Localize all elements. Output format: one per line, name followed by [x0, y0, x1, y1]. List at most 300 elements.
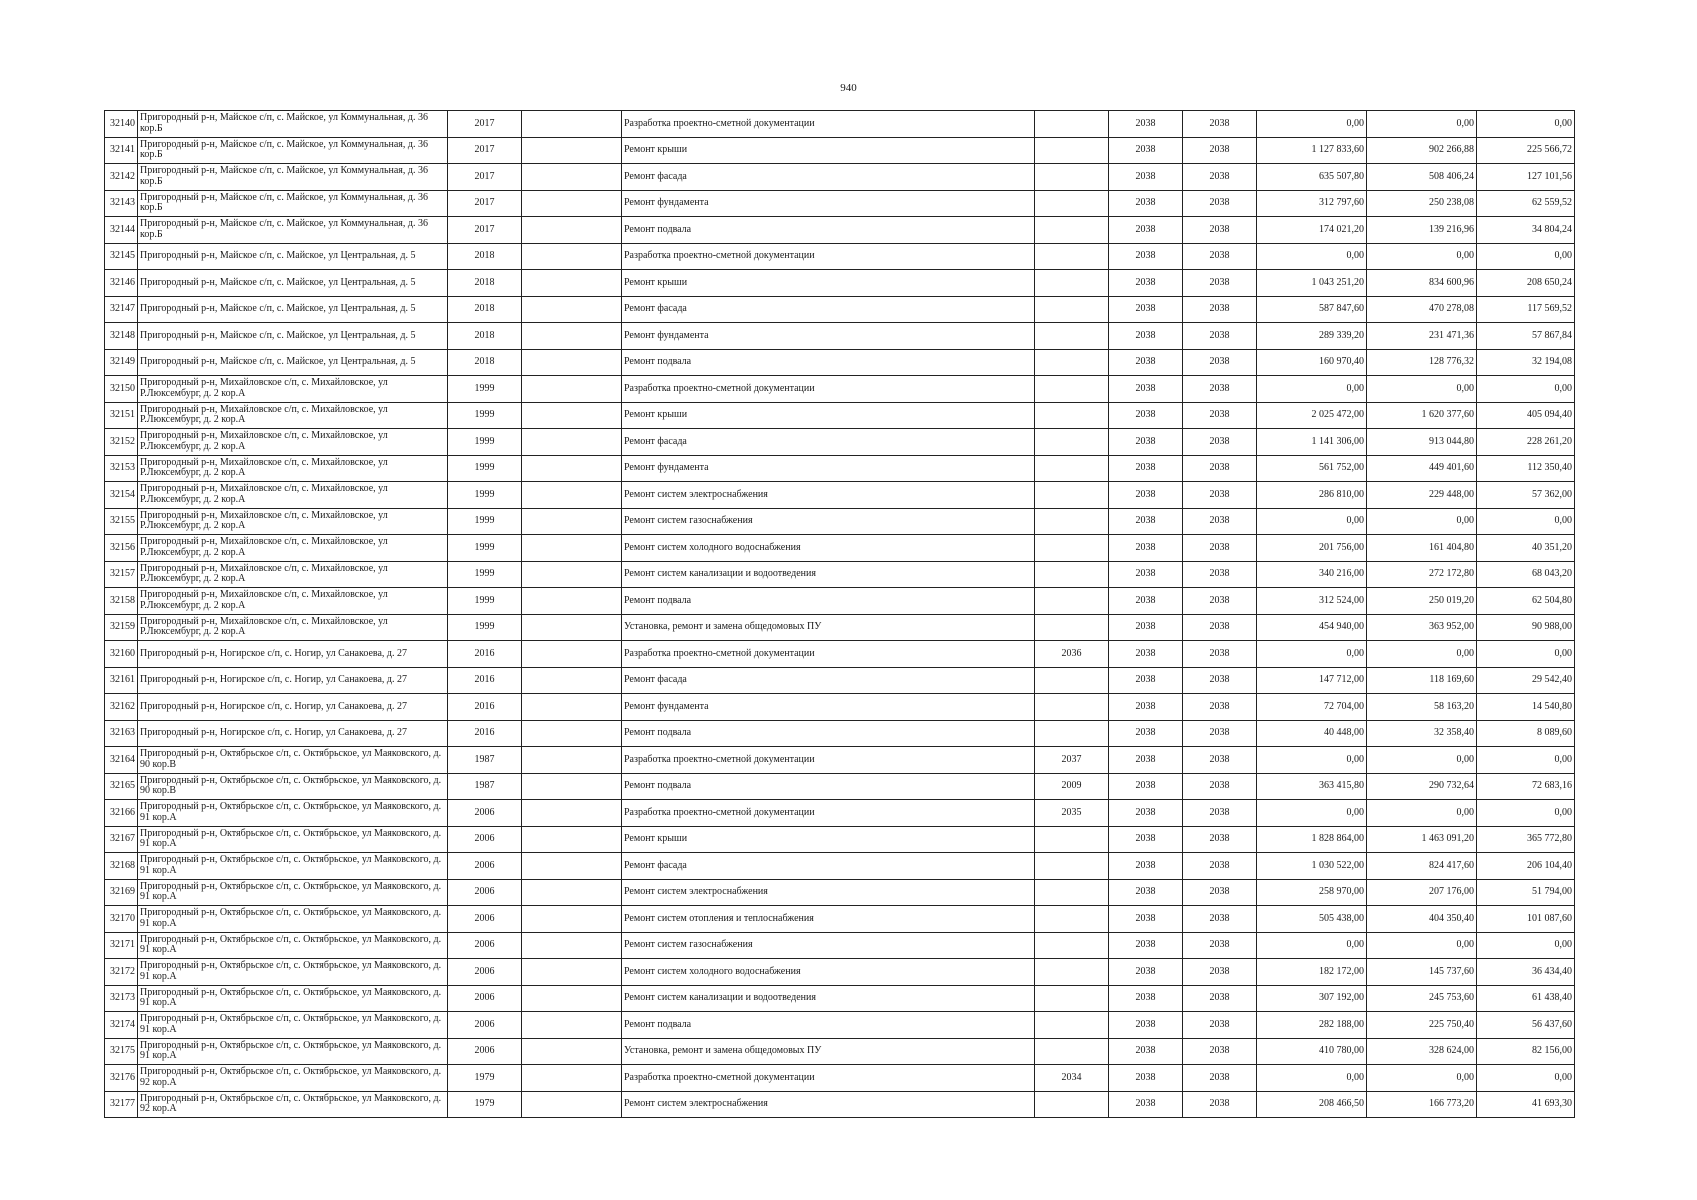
build-year-cell: 2006: [448, 906, 522, 933]
previous-repair-year-cell: [1035, 455, 1109, 482]
address-cell: Пригородный р-н, Октябрьское с/п, с. Октябрьское, ул Маяковского, д. 91 кор.А: [138, 879, 448, 906]
row-number: 32149: [105, 349, 138, 376]
plan-year-start-cell: 2038: [1109, 959, 1183, 986]
previous-repair-year-cell: [1035, 508, 1109, 535]
table-row: [105, 296, 1575, 323]
address-cell: Пригородный р-н, Октябрьское с/п, с. Октябрьское, ул Маяковского, д. 91 кор.А: [138, 932, 448, 959]
previous-repair-year-cell: [1035, 164, 1109, 191]
plan-year-end-cell: 2038: [1183, 376, 1257, 403]
plan-year-start-cell: 2038: [1109, 270, 1183, 297]
table-row: [105, 747, 1575, 774]
table-row: [105, 853, 1575, 880]
table-row: [105, 349, 1575, 376]
plan-year-end-cell: 2038: [1183, 853, 1257, 880]
empty-cell: [522, 455, 622, 482]
plan-year-end-cell: 2038: [1183, 879, 1257, 906]
plan-year-start-cell: 2038: [1109, 641, 1183, 668]
plan-year-start-cell: 2038: [1109, 508, 1183, 535]
build-year-cell: 2016: [448, 641, 522, 668]
empty-cell: [522, 508, 622, 535]
previous-repair-year-cell: 2035: [1035, 800, 1109, 827]
plan-year-start-cell: 2038: [1109, 455, 1183, 482]
build-year-cell: 1987: [448, 773, 522, 800]
build-year-cell: 2006: [448, 800, 522, 827]
owner-cost-cell: 405 094,40: [1477, 402, 1575, 429]
row-number: 32177: [105, 1091, 138, 1118]
plan-year-end-cell: 2038: [1183, 588, 1257, 615]
total-cost-cell: 1 141 306,00: [1257, 429, 1367, 456]
table-row: [105, 800, 1575, 827]
row-number: 32143: [105, 190, 138, 217]
empty-cell: [522, 1012, 622, 1039]
build-year-cell: 2018: [448, 349, 522, 376]
work-type-cell: Ремонт фундамента: [622, 694, 1035, 721]
previous-repair-year-cell: [1035, 270, 1109, 297]
row-number: 32166: [105, 800, 138, 827]
previous-repair-year-cell: [1035, 482, 1109, 509]
empty-cell: [522, 1038, 622, 1065]
plan-year-end-cell: 2038: [1183, 137, 1257, 164]
table-row: [105, 217, 1575, 244]
build-year-cell: 2018: [448, 296, 522, 323]
total-cost-cell: 286 810,00: [1257, 482, 1367, 509]
plan-year-end-cell: 2038: [1183, 1012, 1257, 1039]
total-cost-cell: 0,00: [1257, 747, 1367, 774]
row-number: 32170: [105, 906, 138, 933]
table-row: [105, 694, 1575, 721]
address-cell: Пригородный р-н, Михайловское с/п, с. Михайловское, ул Р.Люксембург, д. 2 кор.А: [138, 429, 448, 456]
total-cost-cell: 2 025 472,00: [1257, 402, 1367, 429]
empty-cell: [522, 747, 622, 774]
row-number: 32144: [105, 217, 138, 244]
plan-year-end-cell: 2038: [1183, 694, 1257, 721]
plan-year-start-cell: 2038: [1109, 402, 1183, 429]
work-type-cell: Ремонт подвала: [622, 1012, 1035, 1039]
fund-cost-cell: 250 238,08: [1367, 190, 1477, 217]
work-type-cell: Ремонт подвала: [622, 773, 1035, 800]
fund-cost-cell: 449 401,60: [1367, 455, 1477, 482]
build-year-cell: 2016: [448, 667, 522, 694]
owner-cost-cell: 57 362,00: [1477, 482, 1575, 509]
fund-cost-cell: 250 019,20: [1367, 588, 1477, 615]
previous-repair-year-cell: [1035, 853, 1109, 880]
empty-cell: [522, 959, 622, 986]
table-row: [105, 985, 1575, 1012]
table-row: [105, 879, 1575, 906]
work-type-cell: Ремонт систем электроснабжения: [622, 1091, 1035, 1118]
empty-cell: [522, 641, 622, 668]
plan-year-start-cell: 2038: [1109, 561, 1183, 588]
row-number: 32151: [105, 402, 138, 429]
total-cost-cell: 0,00: [1257, 800, 1367, 827]
work-type-cell: Ремонт систем отопления и теплоснабжения: [622, 906, 1035, 933]
address-cell: Пригородный р-н, Майское с/п, с. Майское, ул Коммунальная, д. 36 кор.Б: [138, 164, 448, 191]
build-year-cell: 1987: [448, 747, 522, 774]
work-type-cell: Ремонт систем электроснабжения: [622, 482, 1035, 509]
plan-year-end-cell: 2038: [1183, 402, 1257, 429]
plan-year-start-cell: 2038: [1109, 747, 1183, 774]
previous-repair-year-cell: [1035, 349, 1109, 376]
previous-repair-year-cell: [1035, 111, 1109, 138]
fund-cost-cell: 508 406,24: [1367, 164, 1477, 191]
owner-cost-cell: 32 194,08: [1477, 349, 1575, 376]
previous-repair-year-cell: [1035, 694, 1109, 721]
table-row: [105, 323, 1575, 350]
empty-cell: [522, 217, 622, 244]
build-year-cell: 2018: [448, 270, 522, 297]
previous-repair-year-cell: [1035, 879, 1109, 906]
work-type-cell: Разработка проектно-сметной документации: [622, 641, 1035, 668]
table-row: [105, 720, 1575, 747]
build-year-cell: 2006: [448, 1038, 522, 1065]
fund-cost-cell: 32 358,40: [1367, 720, 1477, 747]
owner-cost-cell: 41 693,30: [1477, 1091, 1575, 1118]
row-number: 32155: [105, 508, 138, 535]
row-number: 32152: [105, 429, 138, 456]
fund-cost-cell: 245 753,60: [1367, 985, 1477, 1012]
row-number: 32148: [105, 323, 138, 350]
total-cost-cell: 340 216,00: [1257, 561, 1367, 588]
address-cell: Пригородный р-н, Октябрьское с/п, с. Октябрьское, ул Маяковского, д. 91 кор.А: [138, 959, 448, 986]
build-year-cell: 2006: [448, 959, 522, 986]
total-cost-cell: 72 704,00: [1257, 694, 1367, 721]
table-row: [105, 667, 1575, 694]
address-cell: Пригородный р-н, Михайловское с/п, с. Михайловское, ул Р.Люксембург, д. 2 кор.А: [138, 614, 448, 641]
table-row: [105, 429, 1575, 456]
table-row: [105, 482, 1575, 509]
previous-repair-year-cell: [1035, 906, 1109, 933]
empty-cell: [522, 985, 622, 1012]
row-number: 32174: [105, 1012, 138, 1039]
plan-year-end-cell: 2038: [1183, 535, 1257, 562]
total-cost-cell: 282 188,00: [1257, 1012, 1367, 1039]
total-cost-cell: 1 127 833,60: [1257, 137, 1367, 164]
row-number: 32173: [105, 985, 138, 1012]
plan-year-start-cell: 2038: [1109, 694, 1183, 721]
previous-repair-year-cell: [1035, 959, 1109, 986]
previous-repair-year-cell: [1035, 720, 1109, 747]
plan-year-start-cell: 2038: [1109, 190, 1183, 217]
build-year-cell: 1999: [448, 402, 522, 429]
total-cost-cell: 0,00: [1257, 641, 1367, 668]
empty-cell: [522, 773, 622, 800]
row-number: 32147: [105, 296, 138, 323]
plan-year-start-cell: 2038: [1109, 376, 1183, 403]
plan-year-end-cell: 2038: [1183, 561, 1257, 588]
work-type-cell: Разработка проектно-сметной документации: [622, 243, 1035, 270]
plan-year-end-cell: 2038: [1183, 614, 1257, 641]
plan-year-end-cell: 2038: [1183, 906, 1257, 933]
owner-cost-cell: 225 566,72: [1477, 137, 1575, 164]
owner-cost-cell: 101 087,60: [1477, 906, 1575, 933]
owner-cost-cell: 8 089,60: [1477, 720, 1575, 747]
empty-cell: [522, 614, 622, 641]
total-cost-cell: 307 192,00: [1257, 985, 1367, 1012]
owner-cost-cell: 62 504,80: [1477, 588, 1575, 615]
work-type-cell: Ремонт фундамента: [622, 190, 1035, 217]
row-number: 32150: [105, 376, 138, 403]
total-cost-cell: 505 438,00: [1257, 906, 1367, 933]
empty-cell: [522, 429, 622, 456]
previous-repair-year-cell: [1035, 932, 1109, 959]
work-type-cell: Ремонт систем канализации и водоотведения: [622, 985, 1035, 1012]
owner-cost-cell: 68 043,20: [1477, 561, 1575, 588]
plan-year-start-cell: 2038: [1109, 1065, 1183, 1092]
build-year-cell: 1999: [448, 429, 522, 456]
build-year-cell: 2018: [448, 243, 522, 270]
owner-cost-cell: 0,00: [1477, 376, 1575, 403]
plan-year-start-cell: 2038: [1109, 667, 1183, 694]
fund-cost-cell: 231 471,36: [1367, 323, 1477, 350]
previous-repair-year-cell: [1035, 1012, 1109, 1039]
empty-cell: [522, 853, 622, 880]
empty-cell: [522, 137, 622, 164]
plan-year-end-cell: 2038: [1183, 985, 1257, 1012]
table-row: [105, 508, 1575, 535]
fund-cost-cell: 902 266,88: [1367, 137, 1477, 164]
plan-year-end-cell: 2038: [1183, 164, 1257, 191]
previous-repair-year-cell: [1035, 667, 1109, 694]
previous-repair-year-cell: [1035, 1091, 1109, 1118]
plan-year-start-cell: 2038: [1109, 349, 1183, 376]
plan-year-start-cell: 2038: [1109, 137, 1183, 164]
plan-year-start-cell: 2038: [1109, 1038, 1183, 1065]
plan-year-end-cell: 2038: [1183, 323, 1257, 350]
work-type-cell: Ремонт систем холодного водоснабжения: [622, 959, 1035, 986]
fund-cost-cell: 225 750,40: [1367, 1012, 1477, 1039]
table-row: [105, 243, 1575, 270]
total-cost-cell: 561 752,00: [1257, 455, 1367, 482]
fund-cost-cell: 0,00: [1367, 1065, 1477, 1092]
plan-year-end-cell: 2038: [1183, 1038, 1257, 1065]
row-number: 32171: [105, 932, 138, 959]
owner-cost-cell: 0,00: [1477, 800, 1575, 827]
address-cell: Пригородный р-н, Октябрьское с/п, с. Октябрьское, ул Маяковского, д. 92 кор.А: [138, 1091, 448, 1118]
total-cost-cell: 1 043 251,20: [1257, 270, 1367, 297]
plan-year-end-cell: 2038: [1183, 190, 1257, 217]
address-cell: Пригородный р-н, Михайловское с/п, с. Михайловское, ул Р.Люксембург, д. 2 кор.А: [138, 535, 448, 562]
previous-repair-year-cell: 2037: [1035, 747, 1109, 774]
fund-cost-cell: 0,00: [1367, 508, 1477, 535]
owner-cost-cell: 0,00: [1477, 747, 1575, 774]
address-cell: Пригородный р-н, Октябрьское с/п, с. Октябрьское, ул Маяковского, д. 91 кор.А: [138, 1012, 448, 1039]
work-type-cell: Разработка проектно-сметной документации: [622, 1065, 1035, 1092]
total-cost-cell: 0,00: [1257, 1065, 1367, 1092]
previous-repair-year-cell: [1035, 1038, 1109, 1065]
address-cell: Пригородный р-н, Ногирское с/п, с. Ногир, ул Санакоева, д. 27: [138, 641, 448, 668]
work-type-cell: Ремонт систем газоснабжения: [622, 508, 1035, 535]
table-row: [105, 561, 1575, 588]
previous-repair-year-cell: [1035, 402, 1109, 429]
empty-cell: [522, 535, 622, 562]
plan-year-start-cell: 2038: [1109, 720, 1183, 747]
previous-repair-year-cell: [1035, 323, 1109, 350]
empty-cell: [522, 800, 622, 827]
fund-cost-cell: 824 417,60: [1367, 853, 1477, 880]
address-cell: Пригородный р-н, Михайловское с/п, с. Михайловское, ул Р.Люксембург, д. 2 кор.А: [138, 588, 448, 615]
row-number: 32158: [105, 588, 138, 615]
plan-year-end-cell: 2038: [1183, 641, 1257, 668]
plan-year-end-cell: 2038: [1183, 1091, 1257, 1118]
work-type-cell: Установка, ремонт и замена общедомовых ПУ: [622, 614, 1035, 641]
fund-cost-cell: 1 463 091,20: [1367, 826, 1477, 853]
empty-cell: [522, 561, 622, 588]
owner-cost-cell: 36 434,40: [1477, 959, 1575, 986]
owner-cost-cell: 34 804,24: [1477, 217, 1575, 244]
plan-year-start-cell: 2038: [1109, 482, 1183, 509]
total-cost-cell: 208 466,50: [1257, 1091, 1367, 1118]
address-cell: Пригородный р-н, Ногирское с/п, с. Ногир, ул Санакоева, д. 27: [138, 694, 448, 721]
empty-cell: [522, 111, 622, 138]
work-type-cell: Ремонт крыши: [622, 402, 1035, 429]
total-cost-cell: 1 828 864,00: [1257, 826, 1367, 853]
row-number: 32142: [105, 164, 138, 191]
work-type-cell: Разработка проектно-сметной документации: [622, 376, 1035, 403]
empty-cell: [522, 826, 622, 853]
previous-repair-year-cell: [1035, 561, 1109, 588]
build-year-cell: 2006: [448, 826, 522, 853]
work-type-cell: Ремонт фасада: [622, 853, 1035, 880]
address-cell: Пригородный р-н, Майское с/п, с. Майское, ул Центральная, д. 5: [138, 349, 448, 376]
fund-cost-cell: 290 732,64: [1367, 773, 1477, 800]
address-cell: Пригородный р-н, Октябрьское с/п, с. Октябрьское, ул Маяковского, д. 91 кор.А: [138, 906, 448, 933]
row-number: 32157: [105, 561, 138, 588]
address-cell: Пригородный р-н, Михайловское с/п, с. Михайловское, ул Р.Люксембург, д. 2 кор.А: [138, 402, 448, 429]
empty-cell: [522, 694, 622, 721]
plan-year-start-cell: 2038: [1109, 879, 1183, 906]
build-year-cell: 2017: [448, 217, 522, 244]
fund-cost-cell: 404 350,40: [1367, 906, 1477, 933]
owner-cost-cell: 57 867,84: [1477, 323, 1575, 350]
empty-cell: [522, 588, 622, 615]
owner-cost-cell: 228 261,20: [1477, 429, 1575, 456]
address-cell: Пригородный р-н, Михайловское с/п, с. Михайловское, ул Р.Люксембург, д. 2 кор.А: [138, 376, 448, 403]
fund-cost-cell: 166 773,20: [1367, 1091, 1477, 1118]
total-cost-cell: 587 847,60: [1257, 296, 1367, 323]
total-cost-cell: 312 524,00: [1257, 588, 1367, 615]
build-year-cell: 1999: [448, 535, 522, 562]
empty-cell: [522, 932, 622, 959]
address-cell: Пригородный р-н, Октябрьское с/п, с. Октябрьское, ул Маяковского, д. 91 кор.А: [138, 826, 448, 853]
total-cost-cell: 0,00: [1257, 243, 1367, 270]
build-year-cell: 2006: [448, 879, 522, 906]
empty-cell: [522, 243, 622, 270]
fund-cost-cell: 0,00: [1367, 111, 1477, 138]
address-cell: Пригородный р-н, Михайловское с/п, с. Михайловское, ул Р.Люксембург, д. 2 кор.А: [138, 455, 448, 482]
address-cell: Пригородный р-н, Ногирское с/п, с. Ногир, ул Санакоева, д. 27: [138, 720, 448, 747]
address-cell: Пригородный р-н, Октябрьское с/п, с. Октябрьское, ул Маяковского, д. 91 кор.А: [138, 853, 448, 880]
work-type-cell: Ремонт крыши: [622, 270, 1035, 297]
total-cost-cell: 363 415,80: [1257, 773, 1367, 800]
previous-repair-year-cell: [1035, 429, 1109, 456]
plan-year-end-cell: 2038: [1183, 349, 1257, 376]
address-cell: Пригородный р-н, Михайловское с/п, с. Михайловское, ул Р.Люксембург, д. 2 кор.А: [138, 508, 448, 535]
plan-year-start-cell: 2038: [1109, 535, 1183, 562]
previous-repair-year-cell: [1035, 985, 1109, 1012]
work-type-cell: Разработка проектно-сметной документации: [622, 747, 1035, 774]
build-year-cell: 1999: [448, 561, 522, 588]
owner-cost-cell: 72 683,16: [1477, 773, 1575, 800]
owner-cost-cell: 127 101,56: [1477, 164, 1575, 191]
empty-cell: [522, 270, 622, 297]
table-row: [105, 535, 1575, 562]
build-year-cell: 2006: [448, 932, 522, 959]
fund-cost-cell: 1 620 377,60: [1367, 402, 1477, 429]
address-cell: Пригородный р-н, Майское с/п, с. Майское, ул Коммунальная, д. 36 кор.Б: [138, 217, 448, 244]
address-cell: Пригородный р-н, Октябрьское с/п, с. Октябрьское, ул Маяковского, д. 92 кор.А: [138, 1065, 448, 1092]
empty-cell: [522, 164, 622, 191]
plan-year-start-cell: 2038: [1109, 826, 1183, 853]
work-type-cell: Ремонт систем канализации и водоотведения: [622, 561, 1035, 588]
owner-cost-cell: 14 540,80: [1477, 694, 1575, 721]
plan-year-end-cell: 2038: [1183, 270, 1257, 297]
plan-year-start-cell: 2038: [1109, 296, 1183, 323]
row-number: 32168: [105, 853, 138, 880]
plan-year-start-cell: 2038: [1109, 932, 1183, 959]
work-type-cell: Ремонт крыши: [622, 826, 1035, 853]
plan-year-end-cell: 2038: [1183, 217, 1257, 244]
table-row: [105, 1038, 1575, 1065]
empty-cell: [522, 296, 622, 323]
table-row: [105, 773, 1575, 800]
build-year-cell: 2017: [448, 164, 522, 191]
empty-cell: [522, 879, 622, 906]
previous-repair-year-cell: [1035, 826, 1109, 853]
table-row: [105, 455, 1575, 482]
empty-cell: [522, 667, 622, 694]
table-row: [105, 1065, 1575, 1092]
owner-cost-cell: 112 350,40: [1477, 455, 1575, 482]
plan-year-start-cell: 2038: [1109, 800, 1183, 827]
fund-cost-cell: 834 600,96: [1367, 270, 1477, 297]
address-cell: Пригородный р-н, Майское с/п, с. Майское, ул Центральная, д. 5: [138, 243, 448, 270]
plan-year-start-cell: 2038: [1109, 906, 1183, 933]
previous-repair-year-cell: [1035, 296, 1109, 323]
table-row: [105, 402, 1575, 429]
owner-cost-cell: 0,00: [1477, 1065, 1575, 1092]
plan-year-end-cell: 2038: [1183, 508, 1257, 535]
fund-cost-cell: 58 163,20: [1367, 694, 1477, 721]
owner-cost-cell: 0,00: [1477, 508, 1575, 535]
previous-repair-year-cell: 2009: [1035, 773, 1109, 800]
owner-cost-cell: 0,00: [1477, 641, 1575, 668]
plan-year-end-cell: 2038: [1183, 296, 1257, 323]
row-number: 32141: [105, 137, 138, 164]
address-cell: Пригородный р-н, Майское с/п, с. Майское, ул Коммунальная, д. 36 кор.Б: [138, 137, 448, 164]
build-year-cell: 1999: [448, 376, 522, 403]
build-year-cell: 1999: [448, 455, 522, 482]
work-type-cell: Установка, ремонт и замена общедомовых ПУ: [622, 1038, 1035, 1065]
empty-cell: [522, 402, 622, 429]
build-year-cell: 1999: [448, 588, 522, 615]
build-year-cell: 1979: [448, 1091, 522, 1118]
owner-cost-cell: 56 437,60: [1477, 1012, 1575, 1039]
plan-year-end-cell: 2038: [1183, 932, 1257, 959]
work-type-cell: Разработка проектно-сметной документации: [622, 111, 1035, 138]
total-cost-cell: 201 756,00: [1257, 535, 1367, 562]
fund-cost-cell: 0,00: [1367, 641, 1477, 668]
previous-repair-year-cell: [1035, 588, 1109, 615]
build-year-cell: 2017: [448, 111, 522, 138]
plan-year-end-cell: 2038: [1183, 667, 1257, 694]
plan-year-end-cell: 2038: [1183, 800, 1257, 827]
build-year-cell: 2016: [448, 694, 522, 721]
table-row: [105, 190, 1575, 217]
previous-repair-year-cell: [1035, 137, 1109, 164]
owner-cost-cell: 29 542,40: [1477, 667, 1575, 694]
previous-repair-year-cell: [1035, 190, 1109, 217]
plan-year-start-cell: 2038: [1109, 614, 1183, 641]
